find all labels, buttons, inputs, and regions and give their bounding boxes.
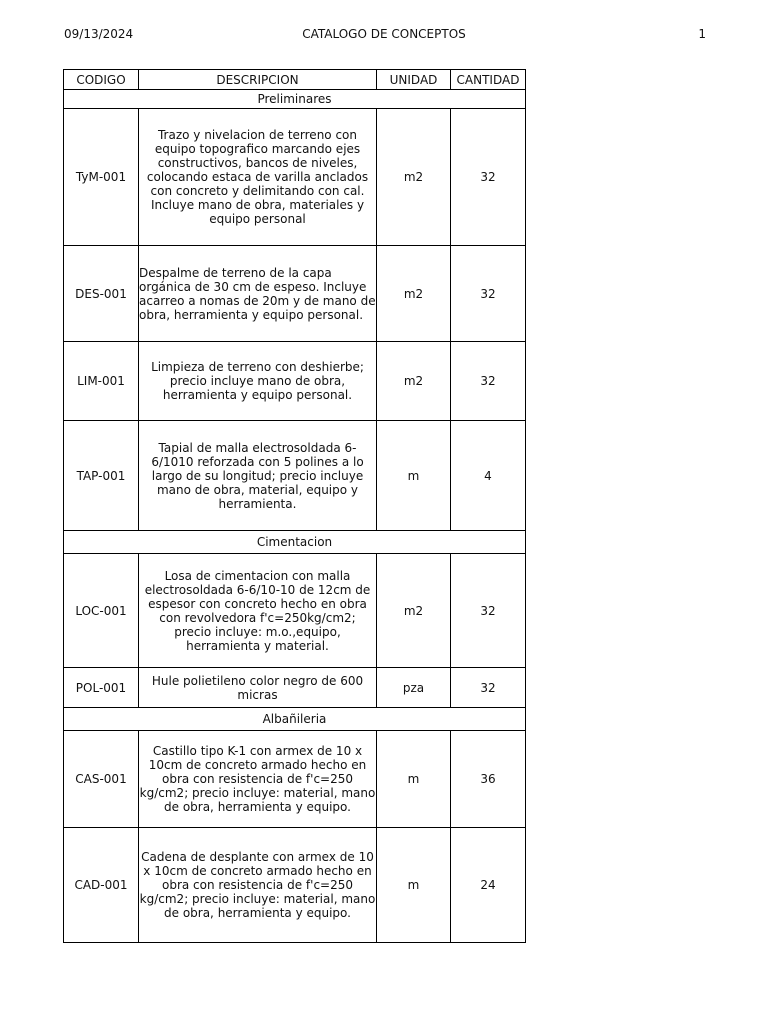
column-header-unit: UNIDAD: [377, 70, 451, 90]
row-description: Hule polietileno color negro de 600 micras: [139, 668, 377, 708]
row-code: POL-001: [64, 668, 139, 708]
column-header-code: CODIGO: [64, 70, 139, 90]
section-row: [64, 708, 526, 731]
row-description: Trazo y nivelacion de terreno con equipo topografico marcando ejes constructivos, bancos de niveles, colocando estaca de varilla anclados con concreto y delimitando con cal. Incluye mano de obra, materiales y equipo personal: [139, 109, 377, 246]
row-unit: m2: [377, 342, 451, 421]
row-unit: m: [377, 731, 451, 828]
row-code: LIM-001: [64, 342, 139, 421]
report-date: 09/13/2024: [64, 27, 134, 41]
row-code: DES-001: [64, 246, 139, 342]
table-row: [64, 342, 526, 421]
row-description: Castillo tipo K-1 con armex de 10 x 10cm de concreto armado hecho en obra con resistencia de f'c=250 kg/cm2; precio incluye: material, mano de obra, herramienta y equipo.: [139, 731, 377, 828]
concepts-table: [63, 69, 526, 943]
row-description: Losa de cimentacion con malla electrosoldada 6-6/10-10 de 12cm de espesor con concreto hecho en obra con revolvedora f'c=250kg/cm2; precio incluye: m.o.,equipo, herramienta y material.: [139, 554, 377, 668]
column-header-description: DESCRIPCION: [139, 70, 377, 90]
row-quantity: 32: [451, 109, 526, 246]
table-row: [64, 668, 526, 708]
row-unit: m2: [377, 246, 451, 342]
table-row: [64, 109, 526, 246]
row-quantity: 32: [451, 342, 526, 421]
row-unit: m2: [377, 554, 451, 668]
row-description: Despalme de terreno de la capa orgánica de 30 cm de espeso. Incluye acarreo a nomas de 20m y de mano de obra, herramienta y equipo personal.: [139, 246, 377, 342]
table-row: [64, 554, 526, 668]
table-row: [64, 421, 526, 531]
section-row: [64, 531, 526, 554]
row-code: TyM-001: [64, 109, 139, 246]
column-header-quantity: CANTIDAD: [451, 70, 526, 90]
table-row: [64, 731, 526, 828]
row-description: Cadena de desplante con armex de 10 x 10cm de concreto armado hecho en obra con resistencia de f'c=250 kg/cm2; precio incluye: material, mano de obra, herramienta y equipo.: [139, 828, 377, 943]
row-quantity: 32: [451, 554, 526, 668]
row-unit: pza: [377, 668, 451, 708]
row-quantity: 36: [451, 731, 526, 828]
row-code: CAS-001: [64, 731, 139, 828]
table-row: [64, 828, 526, 943]
row-description: Tapial de malla electrosoldada 6-6/1010 reforzada con 5 polines a lo largo de su longitud; precio incluye mano de obra, material, equipo y herramienta.: [139, 421, 377, 531]
row-unit: m2: [377, 109, 451, 246]
row-quantity: 32: [451, 668, 526, 708]
table-header-row: [64, 70, 526, 90]
page-number: 1: [698, 27, 706, 41]
section-title: Preliminares: [64, 90, 526, 109]
section-title: Albañileria: [64, 708, 526, 731]
row-quantity: 32: [451, 246, 526, 342]
row-code: LOC-001: [64, 554, 139, 668]
row-description: Limpieza de terreno con deshierbe; precio incluye mano de obra, herramienta y equipo personal.: [139, 342, 377, 421]
row-quantity: 24: [451, 828, 526, 943]
section-title: Cimentacion: [64, 531, 526, 554]
row-quantity: 4: [451, 421, 526, 531]
section-row: [64, 90, 526, 109]
row-unit: m: [377, 421, 451, 531]
table-row: [64, 246, 526, 342]
report-title: CATALOGO DE CONCEPTOS: [302, 27, 466, 41]
row-code: CAD-001: [64, 828, 139, 943]
row-code: TAP-001: [64, 421, 139, 531]
row-unit: m: [377, 828, 451, 943]
